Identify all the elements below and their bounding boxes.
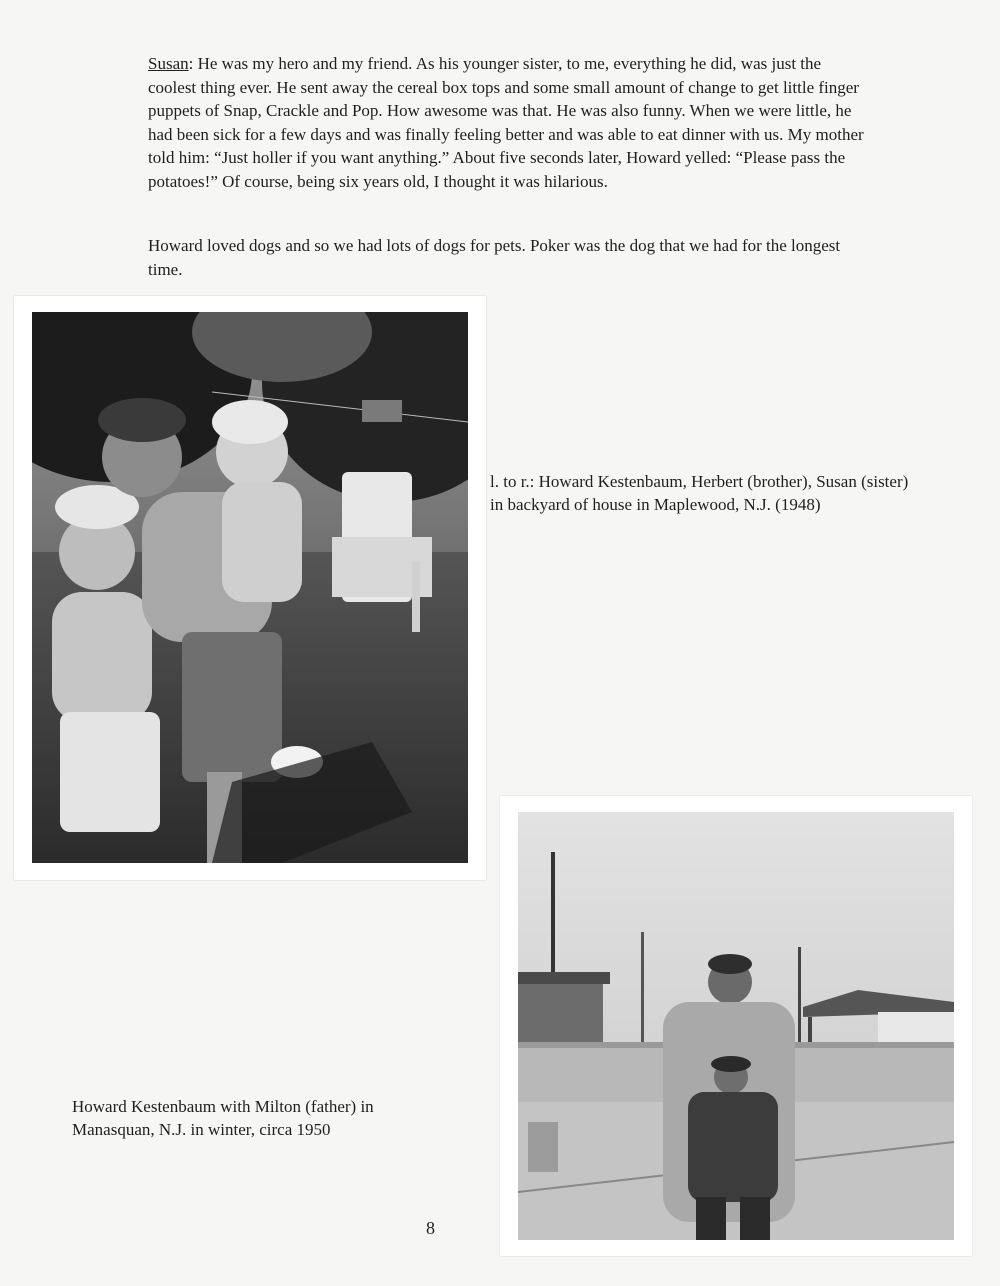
caption-manasquan-line1: Howard Kestenbaum with Milton (father) in (72, 1097, 374, 1116)
caption-manasquan-line2: Manasquan, N.J. in winter, circa 1950 (72, 1120, 331, 1139)
paragraph-dogs: Howard loved dogs and so we had lots of dogs for pets. Poker was the dog that we had for the longest time. (148, 236, 841, 279)
paragraph-susan (148, 52, 868, 193)
speaker-name: Susan (148, 54, 189, 73)
photo-children-backyard (32, 312, 468, 863)
caption-backyard-line1: l. to r.: Howard Kestenbaum, Herbert (brother), Susan (sister) (490, 472, 909, 491)
caption-backyard (490, 470, 990, 516)
caption-manasquan (72, 1095, 462, 1141)
paragraph-susan-text: : He was my hero and my friend. As his younger sister, to me, everything he did, was just the coolest thing ever. He sent away the cereal box tops and some small amount of change to get little finger puppets of Snap, Crackle and Pop. How awesome was that. He was also funny. When we were little, he had been sick for a few days and was finally feeling better and was able to eat dinner with us. My mother told him: “Just holler if you want anything.” About five seconds later, Howard yelled: “Please pass the potatoes!” Of course, being six years old, I thought it was hilarious. (148, 54, 864, 191)
caption-backyard-line2: in backyard of house in Maplewood, N.J. (1948) (490, 495, 821, 514)
photo-print-backyard (14, 296, 486, 880)
photo-father-son-manasquan (518, 812, 954, 1240)
photo-print-manasquan (500, 796, 972, 1256)
page-number: 8 (426, 1218, 435, 1238)
